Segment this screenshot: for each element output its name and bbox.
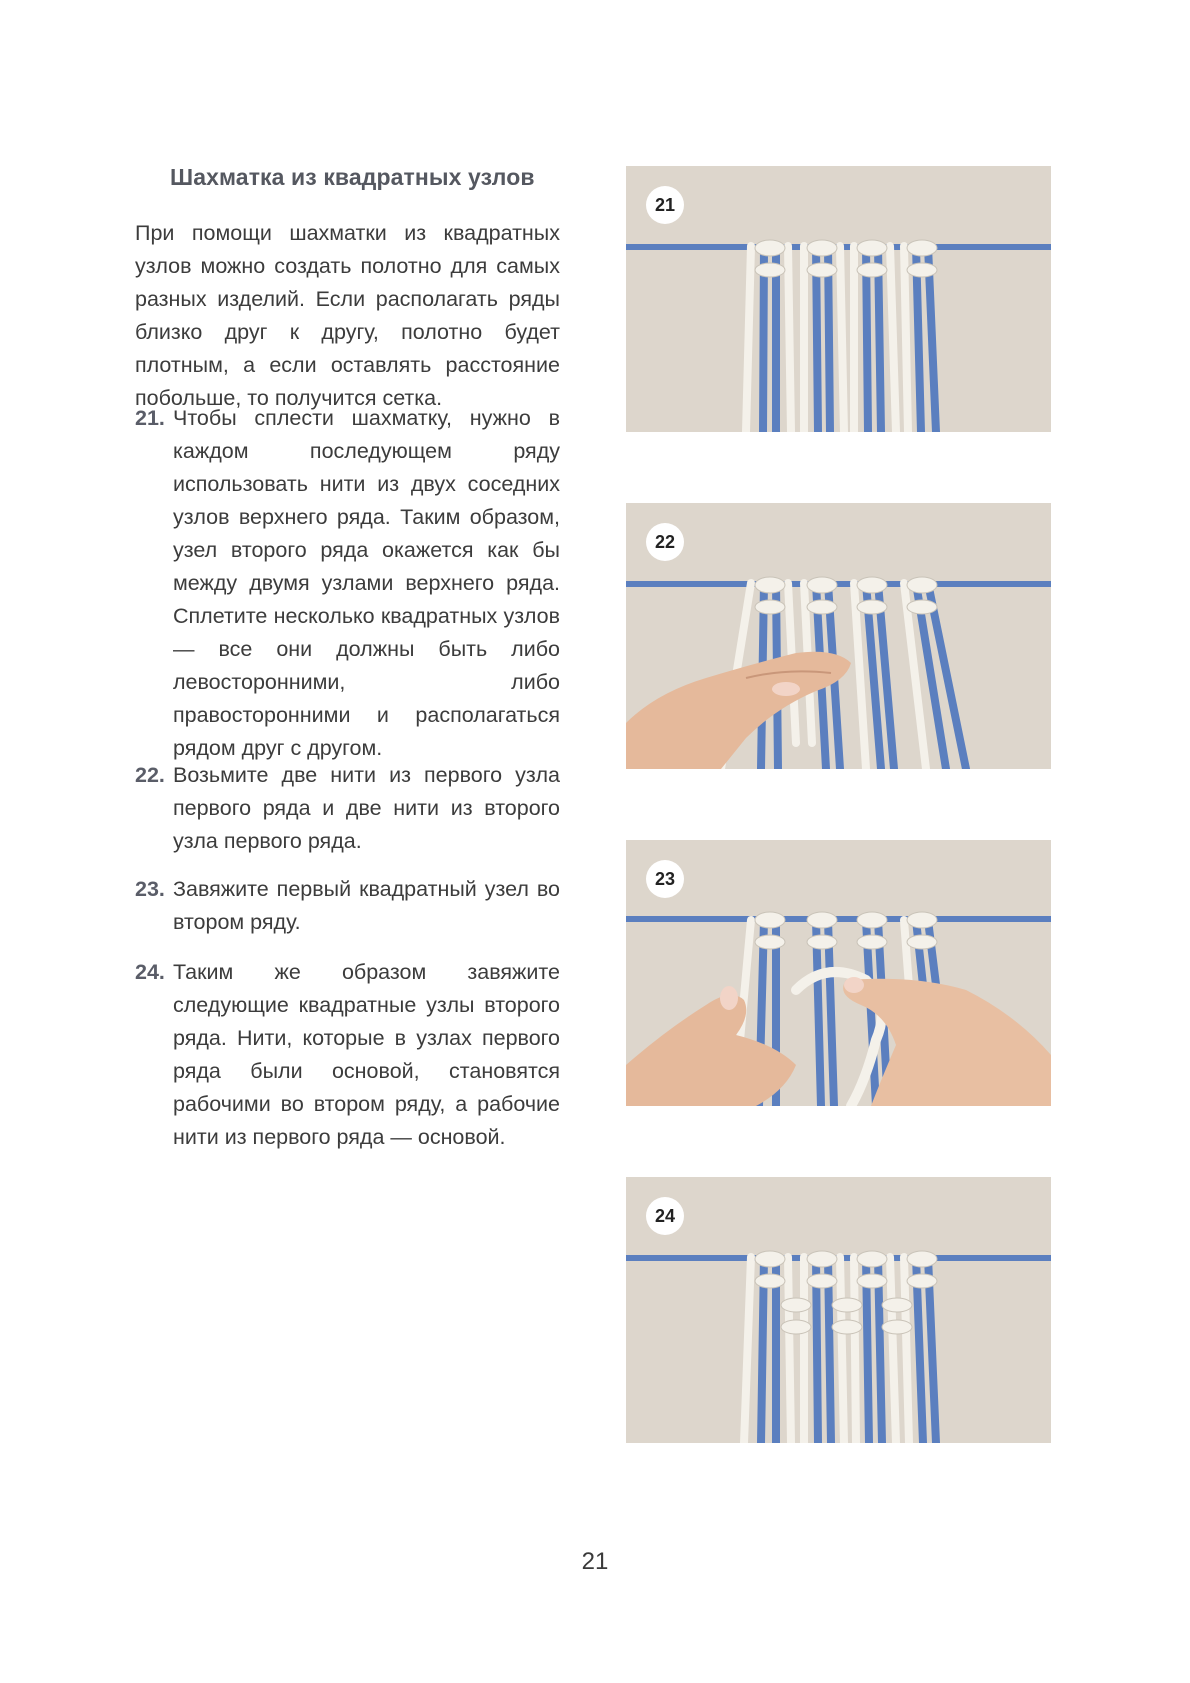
- photo-step-24: [626, 1177, 1051, 1443]
- step-number: 23.: [135, 877, 165, 901]
- step-number: 24.: [135, 960, 165, 984]
- macrame-photo-icon: [626, 1177, 1051, 1443]
- photo-badge: 23: [646, 860, 684, 898]
- step-text: Чтобы сплести шахматку, нужно в каждом последующем ряду использовать нити из двух соседних узлов верхнего ряда. Таким образом, узел второго ряда окажется как бы между двумя узлами верхнего ряда. Сплетите несколько квадратных узлов — все они должны быть либо левосторонними, либо правосторонними и располагаться рядом друг с другом.: [173, 406, 560, 760]
- page-number: 21: [581, 1548, 609, 1575]
- photo-step-23: [626, 840, 1051, 1106]
- photo-step-21: [626, 166, 1051, 432]
- photo-badge: 22: [646, 523, 684, 561]
- step-item: [135, 759, 560, 858]
- step-text: Таким же образом завяжите следующие квадратные узлы второго ряда. Нити, которые в узлах первого ряда были основой, становятся рабочими во втором ряду, а рабочие нити из первого ряда — основой.: [173, 960, 560, 1149]
- step-text: Возьмите две нити из первого узла первого ряда и две нити из второго узла первого ряда.: [173, 763, 560, 853]
- section-heading: Шахматка из квадратных узлов: [170, 164, 535, 190]
- macrame-photo-hands-icon: [626, 840, 1051, 1106]
- step-text: Завяжите первый квадратный узел во втором ряду.: [173, 877, 560, 934]
- step-item: [135, 956, 560, 1154]
- step-item: [135, 402, 560, 765]
- macrame-photo-icon: [626, 166, 1051, 432]
- macrame-photo-hands-icon: [626, 503, 1051, 769]
- step-number: 22.: [135, 763, 165, 787]
- photo-badge: 21: [646, 186, 684, 224]
- photo-badge: 24: [646, 1197, 684, 1235]
- photo-step-22: [626, 503, 1051, 769]
- intro-paragraph: При помощи шахматки из квадратных узлов можно создать полотно для самых разных изделий. Если располагать ряды близко друг к другу, полотно будет плотным, а если оставлять расстояние побольше, то получится сетка.: [135, 221, 560, 410]
- step-number: 21.: [135, 406, 165, 430]
- step-item: [135, 873, 560, 939]
